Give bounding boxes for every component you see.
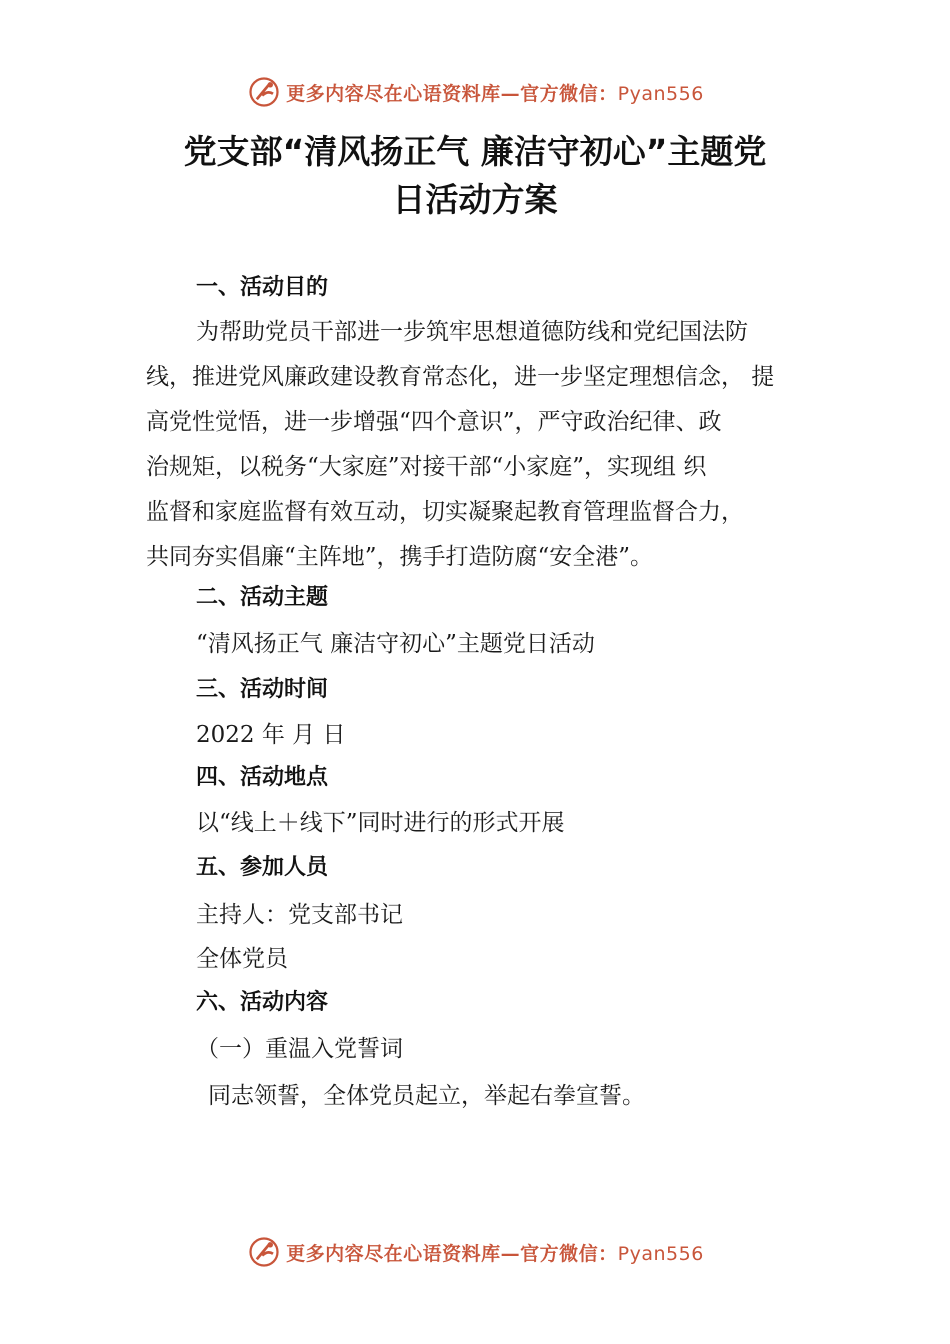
watermark-header	[0, 72, 950, 112]
paragraph-line: 为帮助党员干部进一步筑牢思想道德防线和党纪国法防	[196, 319, 748, 345]
section-heading: 一、活动目的	[196, 275, 329, 300]
document-title	[0, 128, 950, 224]
theme-text: “清风扬正气 廉洁守初心”主题党日活动	[196, 631, 595, 657]
title-line-1: 党支部“清风扬正气 廉洁守初心”主题党	[183, 132, 767, 171]
paragraph-line: 共同夯实倡廉“主阵地”，携手打造防腐“安全港”。	[146, 544, 654, 570]
section-heading: 三、活动时间	[196, 677, 329, 702]
paragraph-line: 线，推进党风廉政建设教育常态化，进一步坚定理想信念， 提	[146, 364, 775, 390]
watermark-footer	[0, 1232, 950, 1272]
section-heading: 四、活动地点	[196, 765, 329, 790]
host-text: 主持人：党支部书记	[196, 902, 403, 928]
participants-text: 全体党员	[196, 946, 288, 972]
logo-icon	[246, 1234, 282, 1270]
oath-text: 同志领誓，全体党员起立，举起右拳宣誓。	[208, 1083, 645, 1109]
subsection-heading: （一）重温入党誓词	[196, 1036, 403, 1062]
paragraph-line: 治规矩，以税务“大家庭”对接干部“小家庭”，实现组 织	[146, 454, 707, 480]
date-text: 2022 年 月 日	[196, 722, 346, 748]
section-heading: 二、活动主题	[196, 585, 329, 610]
watermark-text: 更多内容尽在心语资料库—官方微信：Pyan556	[286, 82, 704, 105]
section-heading: 五、参加人员	[196, 855, 329, 880]
wechat-id: Pyan556	[617, 82, 704, 105]
paragraph-line: 高党性觉悟，进一步增强“四个意识”，严守政治纪律、政	[146, 409, 722, 435]
title-line-2: 日活动方案	[392, 180, 558, 219]
watermark-text: 更多内容尽在心语资料库—官方微信：Pyan556	[286, 1242, 704, 1265]
wechat-id: Pyan556	[617, 1242, 704, 1265]
section-heading: 六、活动内容	[196, 990, 329, 1015]
paragraph-line: 监督和家庭监督有效互动，切实凝聚起教育管理监督合力，	[146, 499, 744, 525]
logo-icon	[246, 74, 282, 110]
location-text: 以“线上＋线下”同时进行的形式开展	[196, 810, 565, 836]
